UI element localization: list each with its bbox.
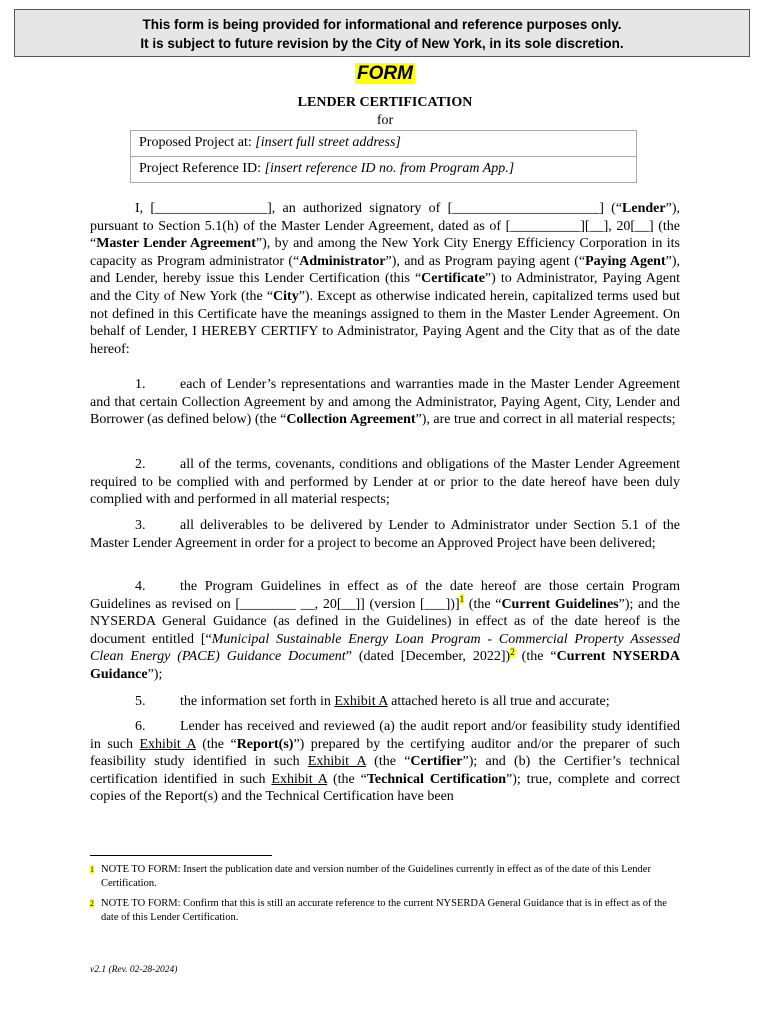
footnote-ref-2[interactable]: 2 bbox=[510, 646, 515, 657]
footnote-separator bbox=[90, 855, 272, 856]
project-address-cell bbox=[131, 131, 637, 157]
item-6-text-b: (the “ bbox=[195, 736, 237, 752]
item-3 bbox=[90, 517, 680, 552]
form-tag-label: FORM bbox=[357, 63, 413, 84]
item-6-text-e: ”); and (b) the Certifier’s technical certification identified in such bbox=[90, 754, 681, 787]
footnote-1-mark: 1 bbox=[90, 865, 94, 874]
item-6-text-g: ”); true, complete and correct copies of the Report(s) and the Technical Certification have been bbox=[90, 771, 680, 805]
term-paying-agent: Paying Agent bbox=[585, 253, 666, 269]
item-4-text-d: ” (dated [December, 2022]) bbox=[345, 649, 511, 665]
project-address-value: [insert full street address] bbox=[255, 135, 401, 150]
item-5-text-a: the information set forth in bbox=[180, 694, 335, 709]
item-1-text-b: ”), are true and correct in all material respects; bbox=[415, 412, 676, 428]
version-label: v2.1 (Rev. 02-28-2024) bbox=[90, 965, 178, 975]
term-current-guidelines: Current Guidelines bbox=[501, 596, 619, 612]
item-6-text-c: ”) prepared by the certifying auditor and/or the preparer of such feasibility study identified in such bbox=[90, 736, 680, 770]
footnote-2-mark-wrap bbox=[90, 897, 101, 915]
item-4-number: 4. bbox=[135, 579, 146, 594]
item-2-text: all of the terms, covenants, conditions and obligations of the Master Lender Agreement required to be complied with and performed by Lender at or prior to the date hereof have been duly complied with and performed in all material respects; bbox=[90, 457, 680, 508]
disclaimer-line-2: It is subject to future revision by the City of New York, in its sole discretion. bbox=[140, 36, 624, 51]
footnote-1-mark-wrap bbox=[90, 863, 101, 881]
exhibit-a-reference: Exhibit A bbox=[271, 771, 328, 787]
footnote-ref-1[interactable]: 1 bbox=[459, 593, 465, 604]
item-4-text-f: ”); bbox=[147, 666, 163, 682]
item-4-text-b: (the “ bbox=[464, 596, 502, 612]
item-4 bbox=[90, 578, 680, 684]
term-administrator: Administrator bbox=[299, 253, 386, 269]
intro-text-a: I, [________________], an authorized signatory of [_____________________] (“ bbox=[135, 201, 623, 216]
item-5 bbox=[90, 693, 680, 711]
footnote-1 bbox=[90, 863, 680, 890]
intro-text-c: ”), by and among the New York City Energy Efficiency Corporation in its capacity as Program administrator (“ bbox=[90, 236, 680, 269]
exhibit-a-reference: Exhibit A bbox=[307, 754, 366, 770]
intro-paragraph bbox=[90, 200, 680, 358]
title-for: for bbox=[376, 113, 394, 128]
disclaimer-banner bbox=[14, 9, 750, 57]
intro-text-b: ”), pursuant to Section 5.1(h) of the Master Lender Agreement, dated as of [__________][__], 20[__] (the “ bbox=[90, 201, 680, 252]
exhibit-a-reference: Exhibit A bbox=[139, 736, 196, 752]
term-current-nyserda-guidance: Current NYSERDA Guidance bbox=[90, 649, 680, 682]
item-1-number: 1. bbox=[135, 377, 146, 392]
term-collection-agreement: Collection Agreement bbox=[286, 412, 416, 428]
project-reference-row bbox=[131, 157, 637, 183]
item-6-text-f: (the “ bbox=[327, 771, 367, 787]
item-3-text: all deliverables to be delivered by Lender to Administrator under Section 5.1 of the Master Lender Agreement in order for a project to become an Approved Project have been delivered; bbox=[90, 518, 680, 551]
term-city: City bbox=[273, 288, 299, 304]
guidance-document-title: Municipal Sustainable Energy Loan Program - Commercial Property Assessed Clean Energy (PACE) Guidance Document bbox=[90, 631, 681, 665]
document-title: LENDER CERTIFICATION bbox=[297, 95, 473, 110]
intro-text-d: ”), and as Program paying agent (“ bbox=[385, 253, 586, 269]
item-6 bbox=[90, 718, 680, 806]
term-certifier: Certifier bbox=[410, 754, 463, 770]
item-6-text-d: (the “ bbox=[365, 754, 411, 770]
form-tag bbox=[0, 62, 770, 86]
term-certificate: Certificate bbox=[421, 271, 485, 287]
footnote-2 bbox=[90, 897, 680, 924]
intro-text-f: ”) to Administrator, Paying Agent and the City of New York (the “ bbox=[90, 271, 680, 304]
item-6-text-a: Lender has received and reviewed (a) the audit report and/or feasibility study identified in such bbox=[90, 719, 680, 752]
item-1-text-a: each of Lender’s representations and warranties made in the Master Lender Agreement and that certain Collection Agreement by and among the Administrator, Paying Agent, City, Lender and Borrower (as defined below) (the “ bbox=[90, 377, 680, 428]
project-reference-value: [insert reference ID no. from Program App.] bbox=[264, 161, 515, 176]
item-4-text-c: ”); and the NYSERDA General Guidance (as defined in the Guidelines) in effect as of the date hereof is the document entitled [“ bbox=[90, 596, 681, 647]
term-reports: Report(s) bbox=[236, 736, 294, 752]
footnote-2-text: NOTE TO FORM: Confirm that this is still an accurate reference to the current NYSERDA General Guidance that is in effect as of the date of this Lender Certification. bbox=[101, 898, 667, 923]
item-3-number: 3. bbox=[135, 518, 146, 533]
footnote-1-text: NOTE TO FORM: Insert the publication date and version number of the Guidelines currently in effect as of the date of this Lender Certification. bbox=[101, 864, 651, 889]
project-address-label: Proposed Project at: bbox=[139, 135, 256, 150]
term-master-lender-agreement: Master Lender Agreement bbox=[96, 236, 256, 252]
project-reference-cell bbox=[131, 157, 637, 183]
item-4-text-e: (the “ bbox=[514, 649, 557, 665]
intro-text-g: ”). Except as otherwise indicated herein, capitalized terms used but not defined in this Certificate have the meanings assigned to them in the Master Lender Agreement. On behalf of Lender, I HEREBY CERTIFY to Administrator, Paying Agent and the City that as of the date hereof: bbox=[90, 288, 680, 357]
project-table bbox=[130, 130, 637, 183]
item-2-number: 2. bbox=[135, 457, 146, 472]
item-4-text-a: the Program Guidelines in effect as of the date hereof are those certain Program Guidelines as revised on [________ __, 20[__]] (version [___])] bbox=[90, 579, 680, 612]
project-reference-label: Project Reference ID: bbox=[139, 161, 265, 176]
intro-text-e: ”), and Lender, hereby issue this Lender Certification (this “ bbox=[90, 253, 680, 287]
item-1 bbox=[90, 376, 680, 429]
item-5-text-b: attached hereto is all true and accurate; bbox=[387, 694, 610, 709]
disclaimer-line-1: This form is being provided for informational and reference purposes only. bbox=[142, 17, 622, 32]
footnote-2-mark: 2 bbox=[90, 899, 94, 908]
term-technical-certification: Technical Certification bbox=[366, 771, 507, 787]
item-6-number: 6. bbox=[135, 719, 146, 734]
project-address-row bbox=[131, 131, 637, 157]
item-2 bbox=[90, 456, 680, 509]
exhibit-a-reference: Exhibit A bbox=[334, 694, 388, 709]
term-lender: Lender bbox=[622, 201, 666, 216]
item-5-number: 5. bbox=[135, 694, 146, 709]
